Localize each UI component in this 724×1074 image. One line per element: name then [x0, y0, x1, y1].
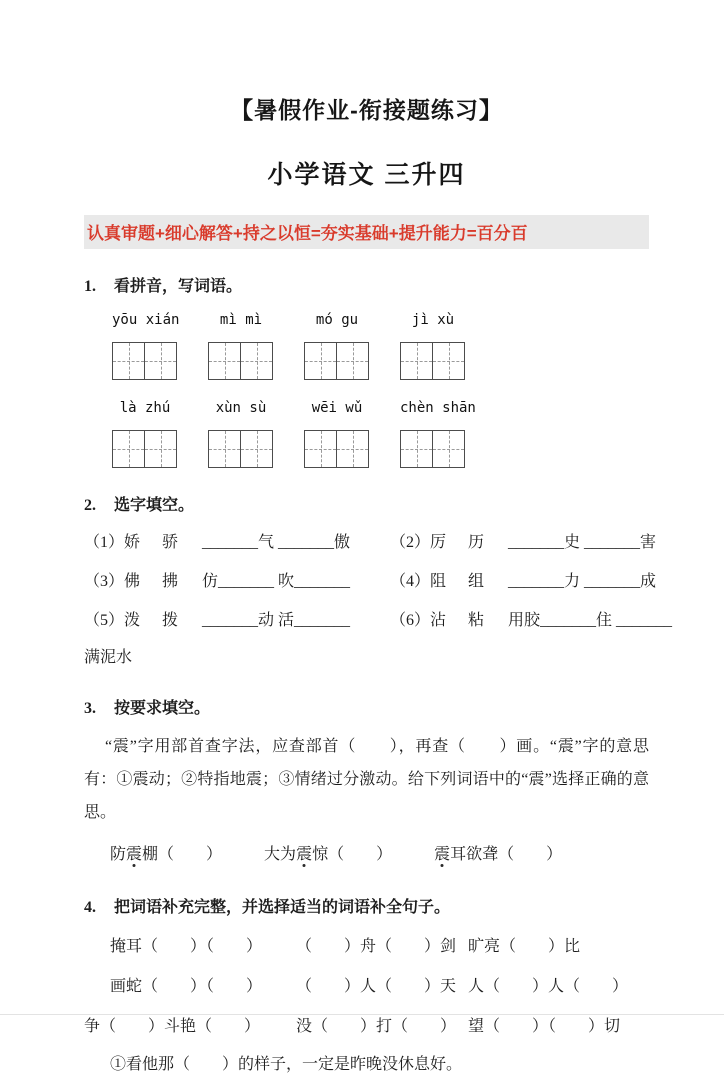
fill-blanks: 用胶_______住 _______	[508, 612, 673, 629]
writing-cell	[401, 343, 432, 379]
term-text: 棚（ ）	[142, 846, 223, 863]
question-4-number: 4.	[84, 899, 96, 916]
q4-row-1	[84, 927, 649, 967]
writing-box	[112, 342, 177, 380]
question-3-heading	[84, 695, 649, 718]
writing-cell	[401, 431, 432, 467]
q4-sentence-1: ①看他那（ ）的样子，一定是昨晚没休息好。	[110, 1056, 463, 1073]
page-bottom-divider	[0, 1014, 724, 1015]
term-text: 大为	[264, 846, 297, 863]
q3-term-3	[434, 841, 562, 864]
writing-box	[400, 430, 465, 468]
idiom-blank: 望（ ）（ ）切	[468, 1018, 621, 1035]
writing-cell	[240, 343, 272, 379]
question-1-prompt: 看拼音，写词语。	[114, 278, 243, 295]
worksheet-title: 【暑假作业-衔接题练习】	[230, 97, 503, 123]
pinyin-word: mó gu	[315, 312, 359, 328]
pinyin-row-2	[112, 400, 649, 416]
question-2-items	[84, 529, 673, 630]
q2-item-3	[84, 568, 390, 591]
pinyin-row-1	[112, 312, 649, 328]
q4-row-2	[84, 967, 649, 1007]
option-char: 厉	[430, 534, 447, 551]
item-number: （3）	[84, 573, 125, 590]
idiom-blank: （ ）舟（ ）剑	[296, 938, 457, 955]
writing-box	[208, 430, 273, 468]
fill-blanks: _______动 活_______	[202, 612, 351, 629]
writing-box	[304, 430, 369, 468]
writing-cell	[209, 431, 240, 467]
idiom-blank: （ ）人（ ）天	[296, 978, 457, 995]
q4-row-3	[84, 1007, 649, 1047]
writing-cell	[432, 343, 464, 379]
pinyin-word: yōu xián	[112, 312, 180, 328]
idiom-blank: 画蛇（ ）（ ）	[110, 978, 263, 995]
option-char: 骄	[162, 534, 179, 551]
fill-blanks: 仿_______ 吹_______	[202, 573, 351, 590]
writing-box-row-2	[112, 430, 649, 468]
option-char: 沾	[430, 612, 447, 629]
item-number: （6）	[390, 612, 431, 629]
writing-box-row-1	[112, 342, 649, 380]
pinyin-word: chèn shān	[400, 400, 476, 416]
writing-cell	[144, 343, 176, 379]
writing-cell	[144, 431, 176, 467]
option-char: 娇	[124, 534, 141, 551]
q2-item-6-carryover: 满泥水	[84, 649, 133, 666]
question-3-prompt: 按要求填空。	[114, 700, 211, 717]
item-number: （1）	[84, 534, 125, 551]
motto-banner: 认真审题+细心解答+持之以恒=夯实基础+提升能力=百分百	[84, 215, 649, 249]
pinyin-word: là zhú	[119, 400, 171, 416]
q3-paragraph: “震”字用部首查字法，应查部首（ ），再查（ ）画。“震”字的意思有：①震动；②特指地震；③情绪过分激动。给下列词语中的“震”选择正确的意思。	[84, 738, 649, 821]
pinyin-word: jì xù	[411, 312, 455, 328]
q2-item-1	[84, 529, 390, 552]
question-1-number: 1.	[84, 278, 96, 295]
option-char: 拨	[162, 612, 179, 629]
item-number: （4）	[390, 573, 431, 590]
question-1-heading	[84, 273, 649, 296]
fill-blanks: _______气 _______傲	[202, 534, 351, 551]
question-2-number: 2.	[84, 497, 96, 514]
pinyin-word: xùn sù	[215, 400, 267, 416]
option-char: 组	[468, 573, 485, 590]
item-number: （5）	[84, 612, 125, 629]
idiom-blank: 争（ ）斗艳（ ）	[84, 1018, 261, 1035]
emphasized-char: 震	[296, 846, 313, 863]
question-2-heading	[84, 492, 649, 515]
q3-term-2	[264, 841, 392, 864]
writing-cell	[209, 343, 240, 379]
option-char: 历	[468, 534, 485, 551]
idiom-blank: 掩耳（ ）（ ）	[110, 938, 263, 955]
q2-item-4	[390, 568, 672, 591]
idiom-blank: 人（ ）人（ ）	[468, 978, 629, 995]
item-number: （2）	[390, 534, 431, 551]
pinyin-word: wēi wǔ	[311, 400, 363, 416]
q4-idiom-rows	[84, 927, 649, 1047]
writing-cell	[336, 343, 368, 379]
term-text: 惊（ ）	[312, 846, 393, 863]
writing-cell	[113, 343, 144, 379]
fill-blanks: _______力 _______成	[508, 573, 657, 590]
q3-term-1	[110, 841, 222, 864]
q2-item-5	[84, 607, 390, 630]
option-char: 拂	[162, 573, 179, 590]
worksheet-subtitle: 小学语文 三升四	[267, 161, 466, 189]
term-text: 耳欲聋（ ）	[450, 846, 563, 863]
writing-cell	[432, 431, 464, 467]
question-3-number: 3.	[84, 700, 96, 717]
writing-cell	[305, 431, 336, 467]
writing-box	[208, 342, 273, 380]
emphasized-char: 震	[434, 846, 451, 863]
q2-item-6	[390, 607, 672, 630]
idiom-blank: 旷亮（ ）比	[468, 938, 581, 955]
writing-cell	[336, 431, 368, 467]
writing-box	[400, 342, 465, 380]
q3-terms-row	[110, 841, 649, 864]
q2-item-2	[390, 529, 672, 552]
writing-cell	[305, 343, 336, 379]
question-4-prompt: 把词语补充完整，并选择适当的词语补全句子。	[114, 899, 451, 916]
writing-cell	[113, 431, 144, 467]
option-char: 泼	[124, 612, 141, 629]
idiom-blank: 没（ ）打（ ）	[296, 1018, 457, 1035]
option-char: 粘	[468, 612, 485, 629]
question-2-prompt: 选字填空。	[114, 497, 195, 514]
writing-cell	[240, 431, 272, 467]
question-4-heading	[84, 894, 649, 917]
writing-box	[112, 430, 177, 468]
fill-blanks: _______史 _______害	[508, 534, 657, 551]
emphasized-char: 震	[126, 846, 143, 863]
option-char: 阻	[430, 573, 447, 590]
term-text: 防	[110, 846, 127, 863]
pinyin-word: mì mì	[219, 312, 263, 328]
writing-box	[304, 342, 369, 380]
option-char: 佛	[124, 573, 141, 590]
